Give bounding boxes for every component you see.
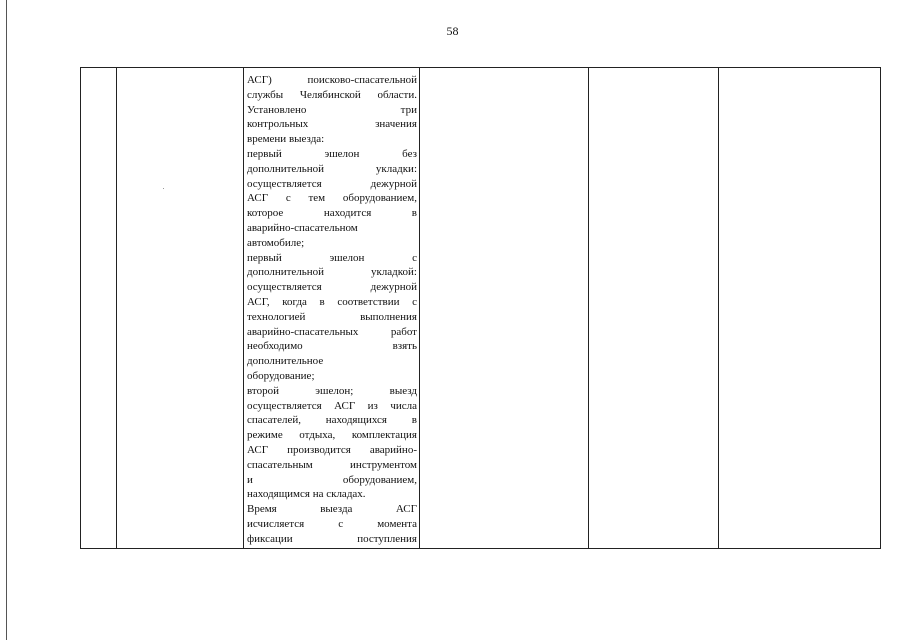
text-line: второй эшелон; выезд bbox=[247, 384, 417, 397]
text-line: и оборудованием, bbox=[247, 473, 417, 486]
text-line: контрольных значения bbox=[247, 118, 417, 131]
text-line: автомобиле; bbox=[247, 236, 305, 249]
text-line: находящимся на складах. bbox=[247, 488, 366, 501]
text-line: АСГ производится аварийно- bbox=[247, 443, 417, 456]
table-cell-4 bbox=[420, 68, 589, 549]
text-line: режиме отдыха, комплектация bbox=[247, 429, 417, 442]
description-text bbox=[244, 68, 419, 547]
text-line: технологией выполнения bbox=[247, 310, 417, 323]
text-line: АСГ) поисково-спасательной bbox=[247, 74, 417, 86]
text-line: оборудование; bbox=[247, 369, 315, 382]
table-row bbox=[81, 68, 881, 549]
text-line: осуществляется дежурной bbox=[247, 177, 417, 190]
text-line: спасательным инструментом bbox=[247, 458, 417, 471]
page-number: 58 bbox=[446, 24, 459, 38]
text-line: первый эшелон без bbox=[247, 147, 417, 160]
table-cell-6 bbox=[719, 68, 881, 549]
text-line: первый эшелон с bbox=[247, 251, 417, 264]
text-line: которое находится в bbox=[247, 207, 417, 220]
text-line: службы Челябинской области. bbox=[247, 88, 417, 101]
binding-line bbox=[6, 0, 7, 640]
text-line: Установлено три bbox=[247, 103, 417, 116]
table-cell-2 bbox=[117, 68, 244, 549]
table-cell-5 bbox=[589, 68, 719, 549]
text-line: дополнительной укладки: bbox=[247, 162, 417, 175]
text-line: исчисляется с момента bbox=[247, 517, 417, 530]
text-line: спасателей, находящихся в bbox=[247, 414, 417, 427]
text-line: времени выезда: bbox=[247, 133, 325, 146]
text-line: дополнительной укладкой: bbox=[247, 266, 417, 279]
text-line: Время выезда АСГ bbox=[247, 503, 417, 516]
table-cell-description bbox=[244, 68, 420, 549]
table-cell-1 bbox=[81, 68, 117, 549]
text-line: осуществляется дежурной bbox=[247, 281, 417, 294]
document-table bbox=[80, 67, 881, 549]
text-line: АСГ с тем оборудованием, bbox=[247, 192, 417, 205]
text-line: АСГ, когда в соответствии с bbox=[247, 295, 417, 308]
text-line: аварийно-спасательном bbox=[247, 221, 358, 234]
text-line: фиксации поступления bbox=[247, 532, 417, 545]
text-line: дополнительное bbox=[247, 355, 324, 368]
text-line: необходимо взять bbox=[247, 340, 417, 353]
text-line: аварийно-спасательных работ bbox=[247, 325, 417, 338]
text-line: осуществляется АСГ из числа bbox=[247, 399, 417, 412]
